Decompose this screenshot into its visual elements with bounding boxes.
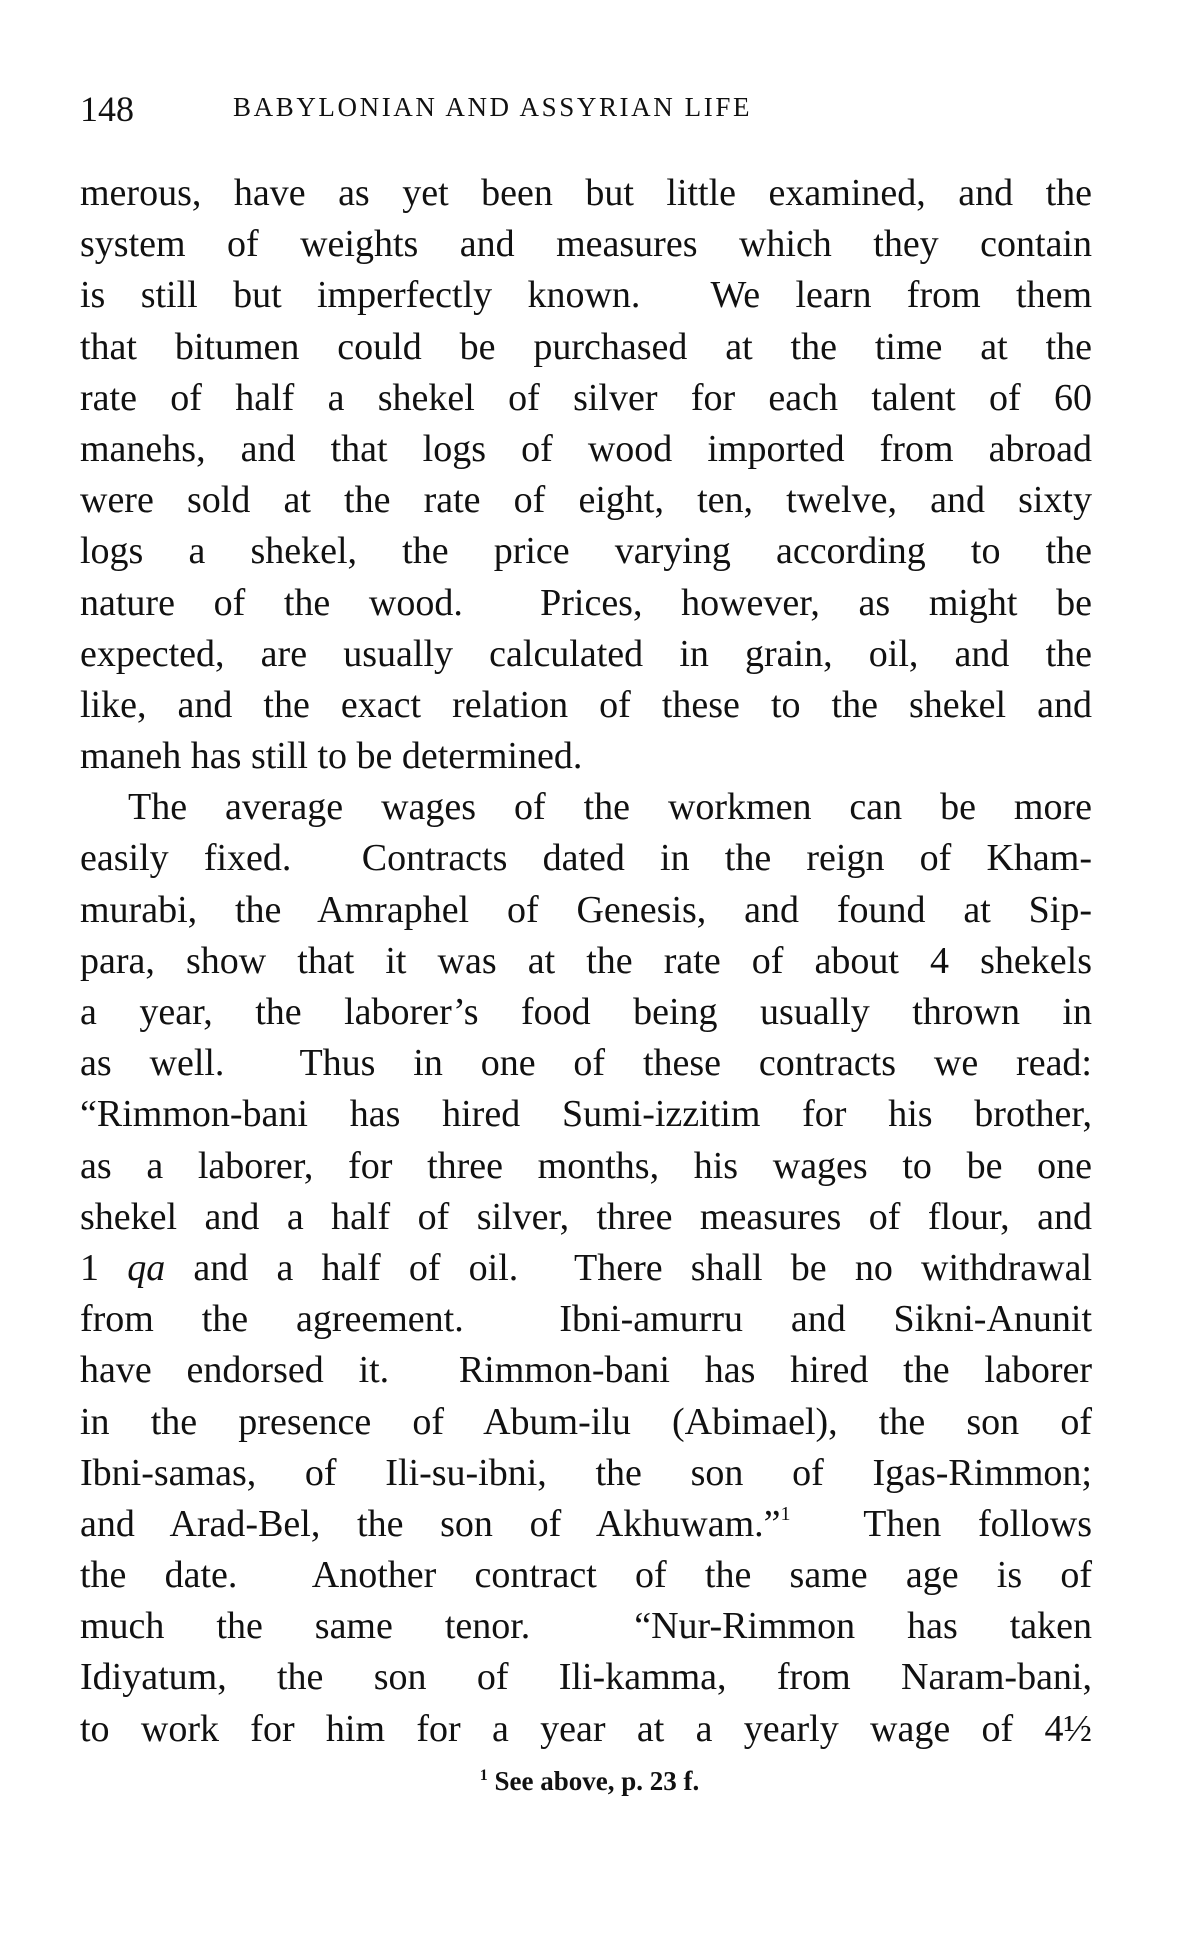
text-line (80, 1499, 1092, 1550)
text-line (80, 1704, 1092, 1755)
page-number: 148 (80, 89, 134, 129)
text-segment: easily fixed. Contracts dated in the reign of Kham- (80, 837, 1092, 880)
text-line (80, 629, 1092, 680)
text-segment: para, show that it was at the rate of about 4 shekels (80, 939, 1092, 982)
text-segment: as a laborer, for three months, his wages to be one (80, 1144, 1092, 1187)
text-segment: rate of half a shekel of silver for each talent of 60 (80, 376, 1092, 419)
footnote-marker: 1 (479, 1767, 488, 1784)
text-segment: to work for him for a year at a yearly wage of 4½ (80, 1707, 1092, 1750)
text-segment: were sold at the rate of eight, ten, twelve, and sixty (80, 479, 1092, 522)
text-line (80, 475, 1092, 526)
text-line (80, 782, 1092, 833)
text-line (80, 168, 1092, 219)
text-line (80, 270, 1092, 321)
text-line (80, 987, 1092, 1038)
text-segment: Then follows (790, 1502, 1092, 1545)
text-line (80, 833, 1092, 884)
text-segment: that bitumen could be purchased at the time at the (80, 325, 1092, 368)
text-line (80, 1243, 1092, 1294)
text-line (80, 1601, 1092, 1652)
text-segment: murabi, the Amraphel of Genesis, and found at Sip- (80, 888, 1092, 931)
text-line (80, 1192, 1092, 1243)
text-line (80, 1089, 1092, 1140)
text-line (80, 731, 1092, 782)
text-line (80, 1345, 1092, 1396)
body-text (80, 168, 1092, 1755)
text-line (80, 1294, 1092, 1345)
text-line (80, 424, 1092, 475)
text-segment: logs a shekel, the price varying according to the (80, 530, 1092, 573)
text-segment: in the presence of Abum-ilu (Abimael), the son of (80, 1400, 1092, 1443)
running-title: BABYLONIAN AND ASSYRIAN LIFE (233, 92, 753, 122)
text-segment: shekel and a half of silver, three measures of flour, and (80, 1195, 1092, 1238)
text-segment: “Rimmon-bani has hired Sumi-izzitim for his brother, (80, 1093, 1092, 1136)
text-segment: and a half of oil. There shall be no withdrawal (165, 1246, 1092, 1289)
text-segment: have endorsed it. Rimmon-bani has hired the laborer (80, 1349, 1092, 1392)
text-segment: the date. Another contract of the same age is of (80, 1554, 1092, 1597)
text-segment: merous, have as yet been but little examined, and the (80, 172, 1092, 214)
text-line (80, 1550, 1092, 1601)
text-segment: Ibni-samas, of Ili-su-ibni, the son of Igas-Rimmon; (80, 1451, 1092, 1494)
text-segment: system of weights and measures which they contain (80, 223, 1092, 266)
text-line (80, 1448, 1092, 1499)
text-segment: and Arad-Bel, the son of Akhuwam.” (80, 1502, 781, 1545)
text-line (80, 936, 1092, 987)
text-segment: The average wages of the workmen can be more (128, 786, 1092, 829)
text-segment: is still but imperfectly known. We learn from them (80, 274, 1092, 317)
text-segment: maneh has still to be determined. (80, 735, 583, 778)
text-segment: from the agreement. Ibni-amurru and Sikni-Anunit (80, 1298, 1092, 1341)
text-segment: manehs, and that logs of wood imported from abroad (80, 427, 1092, 470)
running-header (80, 88, 1090, 132)
text-line (80, 373, 1092, 424)
text-segment: like, and the exact relation of these to the shekel and (80, 683, 1092, 726)
text-segment: a year, the laborer’s food being usually thrown in (80, 991, 1092, 1033)
text-line (80, 1652, 1092, 1703)
text-segment: Idiyatum, the son of Ili-kamma, from Naram-bani, (80, 1656, 1092, 1699)
text-segment: nature of the wood. Prices, however, as might be (80, 581, 1092, 624)
text-segment: qa (127, 1246, 166, 1289)
footnote-reference: 1 (780, 1502, 791, 1525)
text-segment: expected, are usually calculated in grain, oil, and the (80, 632, 1092, 675)
text-line (80, 322, 1092, 373)
text-line (80, 526, 1092, 577)
text-line (80, 219, 1092, 270)
text-line (80, 680, 1092, 731)
text-segment: as well. Thus in one of these contracts we read: (80, 1042, 1092, 1085)
footnote (0, 1766, 1179, 1797)
text-line (80, 1038, 1092, 1089)
text-segment: 1 (80, 1246, 128, 1289)
text-line (80, 1141, 1092, 1192)
footnote-text: See above, p. 23 f. (487, 1766, 700, 1796)
text-line (80, 1397, 1092, 1448)
text-line (80, 578, 1092, 629)
text-line (80, 885, 1092, 936)
text-segment: much the same tenor. “Nur-Rimmon has taken (80, 1605, 1092, 1648)
